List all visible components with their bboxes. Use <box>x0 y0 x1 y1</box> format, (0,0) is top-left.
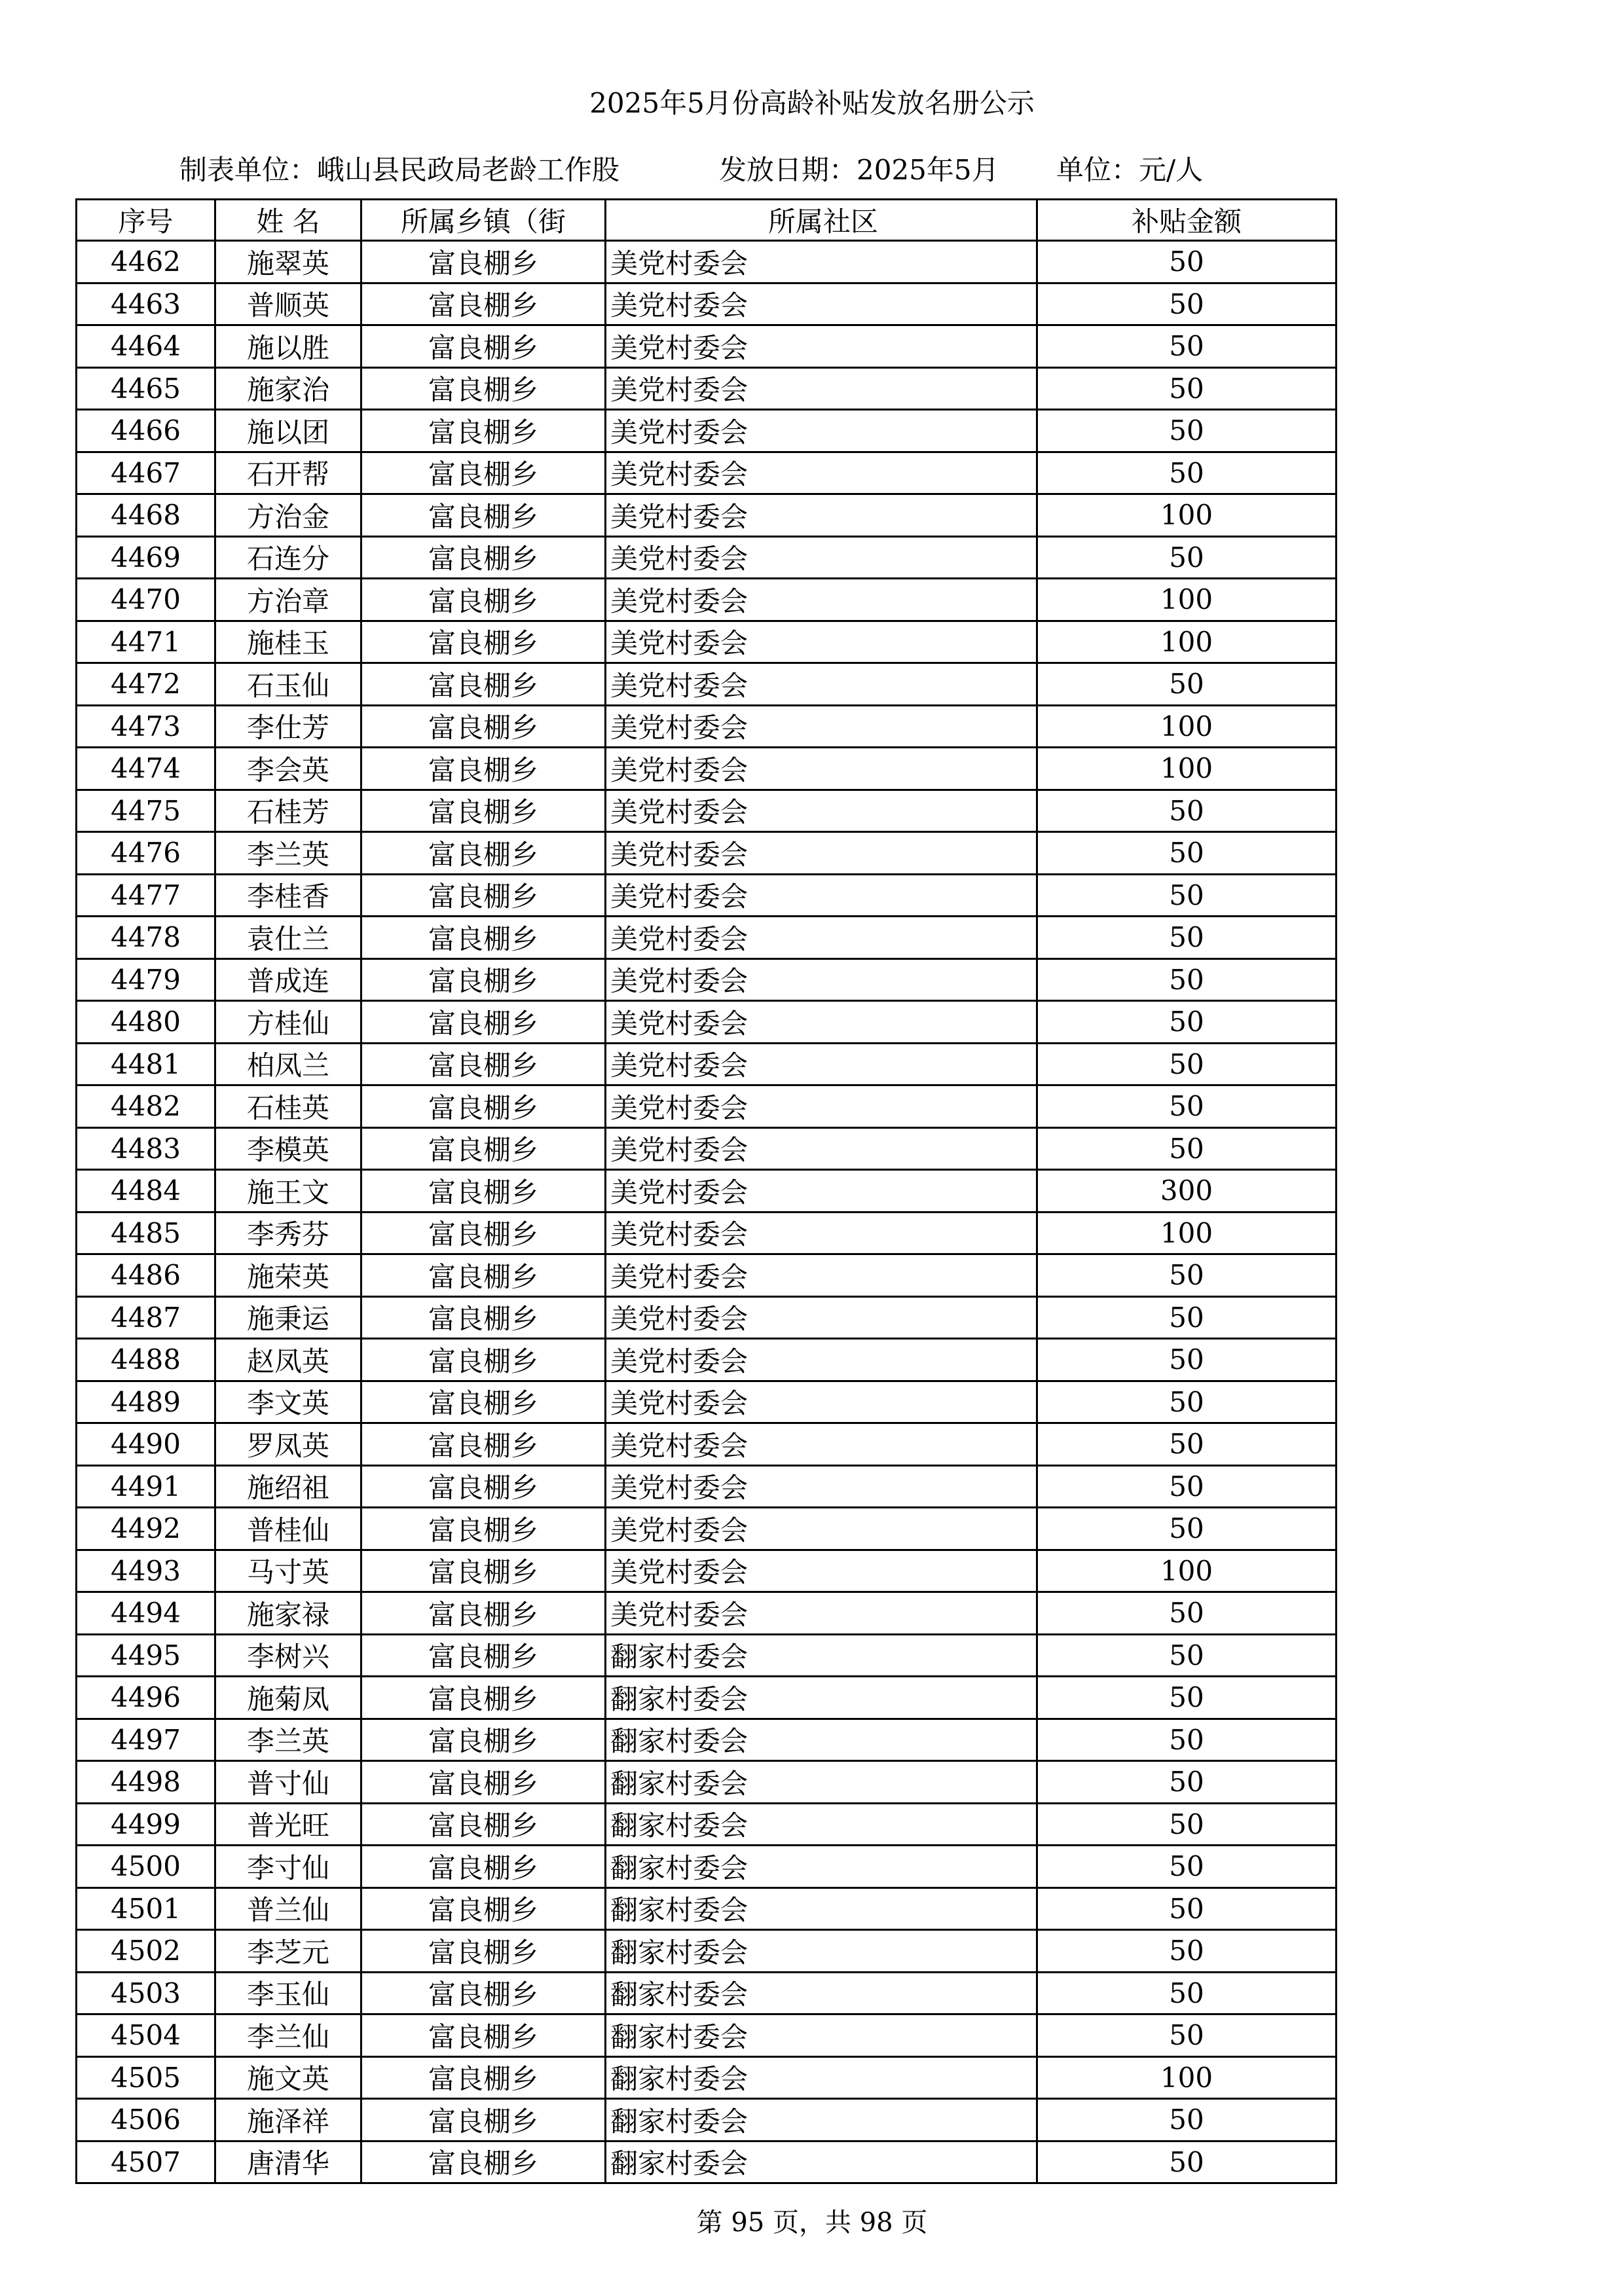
cell-township: 富良棚乡 <box>361 1719 606 1761</box>
cell-name: 石开帮 <box>215 452 361 494</box>
cell-township: 富良棚乡 <box>361 579 606 621</box>
cell-township: 富良棚乡 <box>361 1846 606 1888</box>
page-footer: 第 95 页，共 98 页 <box>696 2208 928 2238</box>
cell-township: 富良棚乡 <box>361 705 606 748</box>
issue-date: 发放日期：2025年5月 <box>719 154 999 186</box>
cell-township: 富良棚乡 <box>361 874 606 917</box>
table-row <box>77 1170 1337 1212</box>
cell-amount: 50 <box>1037 1592 1337 1635</box>
table-row <box>77 1381 1337 1423</box>
table-row <box>77 1719 1337 1761</box>
cell-serial: 4505 <box>77 2056 215 2099</box>
cell-name: 普兰仙 <box>215 1887 361 1930</box>
cell-township: 富良棚乡 <box>361 1677 606 1719</box>
cell-name: 柏凤兰 <box>215 1043 361 1085</box>
cell-serial: 4485 <box>77 1212 215 1254</box>
table-row <box>77 874 1337 917</box>
cell-amount: 50 <box>1037 452 1337 494</box>
cell-name: 李秀芬 <box>215 1212 361 1254</box>
cell-township: 富良棚乡 <box>361 1761 606 1804</box>
cell-amount: 50 <box>1037 1085 1337 1128</box>
cell-community: 美党村委会 <box>606 494 1037 537</box>
cell-name: 施以胜 <box>215 325 361 368</box>
cell-name: 袁仕兰 <box>215 917 361 959</box>
cell-serial: 4501 <box>77 1887 215 1930</box>
table-row <box>77 367 1337 410</box>
cell-township: 富良棚乡 <box>361 1254 606 1297</box>
table-row <box>77 1508 1337 1550</box>
cell-serial: 4496 <box>77 1677 215 1719</box>
cell-community: 翻家村委会 <box>606 1803 1037 1846</box>
cell-amount: 50 <box>1037 2014 1337 2057</box>
cell-amount: 50 <box>1037 1930 1337 1973</box>
cell-name: 施文英 <box>215 2056 361 2099</box>
cell-serial: 4489 <box>77 1381 215 1423</box>
cell-amount: 50 <box>1037 1423 1337 1466</box>
cell-serial: 4473 <box>77 705 215 748</box>
cell-community: 翻家村委会 <box>606 1930 1037 1973</box>
cell-amount: 50 <box>1037 1127 1337 1170</box>
cell-amount: 100 <box>1037 1212 1337 1254</box>
cell-amount: 300 <box>1037 1170 1337 1212</box>
cell-community: 翻家村委会 <box>606 1761 1037 1804</box>
table-row <box>77 494 1337 537</box>
cell-community: 翻家村委会 <box>606 2014 1037 2057</box>
table-row <box>77 452 1337 494</box>
cell-township: 富良棚乡 <box>361 1634 606 1677</box>
table-row <box>77 1930 1337 1973</box>
cell-township: 富良棚乡 <box>361 1296 606 1339</box>
cell-community: 美党村委会 <box>606 1550 1037 1592</box>
cell-community: 美党村委会 <box>606 1465 1037 1508</box>
cell-name: 李兰英 <box>215 1719 361 1761</box>
cell-serial: 4502 <box>77 1930 215 1973</box>
cell-name: 方治章 <box>215 579 361 621</box>
table-row <box>77 1846 1337 1888</box>
cell-community: 美党村委会 <box>606 832 1037 875</box>
table-row <box>77 1423 1337 1466</box>
table-row <box>77 283 1337 325</box>
cell-township: 富良棚乡 <box>361 1803 606 1846</box>
cell-township: 富良棚乡 <box>361 663 606 706</box>
column-header-name: 姓 名 <box>215 200 361 241</box>
cell-community: 美党村委会 <box>606 1508 1037 1550</box>
cell-township: 富良棚乡 <box>361 1508 606 1550</box>
document-title: 2025年5月份高龄补贴发放名册公示 <box>589 87 1035 119</box>
cell-community: 美党村委会 <box>606 621 1037 663</box>
cell-amount: 50 <box>1037 832 1337 875</box>
cell-community: 翻家村委会 <box>606 2141 1037 2183</box>
cell-amount: 50 <box>1037 1381 1337 1423</box>
table-row <box>77 1296 1337 1339</box>
cell-township: 富良棚乡 <box>361 1465 606 1508</box>
cell-name: 李芝元 <box>215 1930 361 1973</box>
cell-amount: 100 <box>1037 2056 1337 2099</box>
cell-amount: 50 <box>1037 410 1337 452</box>
cell-amount: 50 <box>1037 241 1337 283</box>
amount-unit: 单位：元/人 <box>1056 154 1204 186</box>
cell-name: 李会英 <box>215 748 361 790</box>
cell-township: 富良棚乡 <box>361 1550 606 1592</box>
cell-community: 美党村委会 <box>606 1592 1037 1635</box>
column-header-township: 所属乡镇（街 <box>361 200 606 241</box>
cell-community: 美党村委会 <box>606 241 1037 283</box>
cell-amount: 50 <box>1037 325 1337 368</box>
cell-amount: 50 <box>1037 1761 1337 1804</box>
cell-community: 美党村委会 <box>606 1339 1037 1381</box>
cell-serial: 4487 <box>77 1296 215 1339</box>
cell-township: 富良棚乡 <box>361 325 606 368</box>
cell-amount: 50 <box>1037 2099 1337 2141</box>
cell-serial: 4470 <box>77 579 215 621</box>
cell-serial: 4477 <box>77 874 215 917</box>
table-row <box>77 1592 1337 1635</box>
cell-community: 美党村委会 <box>606 1043 1037 1085</box>
cell-township: 富良棚乡 <box>361 621 606 663</box>
cell-name: 施菊凤 <box>215 1677 361 1719</box>
cell-name: 施桂玉 <box>215 621 361 663</box>
table-row <box>77 1085 1337 1128</box>
cell-community: 翻家村委会 <box>606 1846 1037 1888</box>
cell-serial: 4484 <box>77 1170 215 1212</box>
cell-community: 翻家村委会 <box>606 2099 1037 2141</box>
table-body <box>77 241 1337 2183</box>
cell-community: 翻家村委会 <box>606 1887 1037 1930</box>
cell-community: 美党村委会 <box>606 1001 1037 1044</box>
cell-serial: 4466 <box>77 410 215 452</box>
cell-amount: 50 <box>1037 1887 1337 1930</box>
cell-serial: 4474 <box>77 748 215 790</box>
cell-township: 富良棚乡 <box>361 1423 606 1466</box>
cell-amount: 50 <box>1037 1972 1337 2014</box>
cell-community: 美党村委会 <box>606 1127 1037 1170</box>
table-row <box>77 410 1337 452</box>
cell-serial: 4488 <box>77 1339 215 1381</box>
cell-amount: 50 <box>1037 1296 1337 1339</box>
cell-name: 施王文 <box>215 1170 361 1212</box>
cell-name: 赵凤英 <box>215 1339 361 1381</box>
cell-name: 李树兴 <box>215 1634 361 1677</box>
cell-name: 李寸仙 <box>215 1846 361 1888</box>
table-row <box>77 2099 1337 2141</box>
cell-name: 普桂仙 <box>215 1508 361 1550</box>
cell-community: 美党村委会 <box>606 705 1037 748</box>
cell-name: 李兰英 <box>215 832 361 875</box>
cell-amount: 50 <box>1037 1001 1337 1044</box>
cell-amount: 50 <box>1037 1719 1337 1761</box>
cell-community: 美党村委会 <box>606 874 1037 917</box>
cell-community: 美党村委会 <box>606 1423 1037 1466</box>
table-row <box>77 1634 1337 1677</box>
cell-community: 美党村委会 <box>606 663 1037 706</box>
cell-name: 李兰仙 <box>215 2014 361 2057</box>
cell-serial: 4493 <box>77 1550 215 1592</box>
cell-community: 美党村委会 <box>606 748 1037 790</box>
cell-township: 富良棚乡 <box>361 958 606 1001</box>
cell-community: 翻家村委会 <box>606 1677 1037 1719</box>
cell-serial: 4498 <box>77 1761 215 1804</box>
cell-serial: 4482 <box>77 1085 215 1128</box>
table-row <box>77 2141 1337 2183</box>
cell-name: 罗凤英 <box>215 1423 361 1466</box>
cell-serial: 4500 <box>77 1846 215 1888</box>
cell-community: 美党村委会 <box>606 917 1037 959</box>
cell-name: 普顺英 <box>215 283 361 325</box>
cell-township: 富良棚乡 <box>361 1127 606 1170</box>
table-row <box>77 917 1337 959</box>
cell-amount: 50 <box>1037 663 1337 706</box>
table-row <box>77 536 1337 579</box>
cell-amount: 100 <box>1037 579 1337 621</box>
cell-township: 富良棚乡 <box>361 241 606 283</box>
cell-township: 富良棚乡 <box>361 1339 606 1381</box>
table-row <box>77 748 1337 790</box>
cell-township: 富良棚乡 <box>361 790 606 832</box>
cell-township: 富良棚乡 <box>361 1170 606 1212</box>
table-row <box>77 579 1337 621</box>
cell-township: 富良棚乡 <box>361 452 606 494</box>
cell-amount: 50 <box>1037 958 1337 1001</box>
cell-serial: 4479 <box>77 958 215 1001</box>
cell-name: 马寸英 <box>215 1550 361 1592</box>
cell-serial: 4483 <box>77 1127 215 1170</box>
cell-serial: 4471 <box>77 621 215 663</box>
cell-name: 李桂香 <box>215 874 361 917</box>
cell-serial: 4503 <box>77 1972 215 2014</box>
cell-township: 富良棚乡 <box>361 1930 606 1973</box>
cell-amount: 50 <box>1037 1043 1337 1085</box>
cell-township: 富良棚乡 <box>361 917 606 959</box>
cell-amount: 100 <box>1037 621 1337 663</box>
cell-township: 富良棚乡 <box>361 1043 606 1085</box>
cell-amount: 50 <box>1037 790 1337 832</box>
cell-name: 李模英 <box>215 1127 361 1170</box>
cell-serial: 4494 <box>77 1592 215 1635</box>
cell-name: 方桂仙 <box>215 1001 361 1044</box>
column-header-serial: 序号 <box>77 200 215 241</box>
cell-township: 富良棚乡 <box>361 1212 606 1254</box>
cell-name: 施家治 <box>215 367 361 410</box>
cell-amount: 50 <box>1037 874 1337 917</box>
cell-township: 富良棚乡 <box>361 2056 606 2099</box>
table-row <box>77 705 1337 748</box>
cell-township: 富良棚乡 <box>361 832 606 875</box>
cell-township: 富良棚乡 <box>361 1001 606 1044</box>
cell-township: 富良棚乡 <box>361 283 606 325</box>
cell-serial: 4499 <box>77 1803 215 1846</box>
cell-township: 富良棚乡 <box>361 536 606 579</box>
cell-name: 普寸仙 <box>215 1761 361 1804</box>
table-row <box>77 1465 1337 1508</box>
cell-name: 施秉运 <box>215 1296 361 1339</box>
cell-community: 美党村委会 <box>606 958 1037 1001</box>
table-row <box>77 1761 1337 1804</box>
cell-name: 石玉仙 <box>215 663 361 706</box>
table-row <box>77 2014 1337 2057</box>
table-row <box>77 1127 1337 1170</box>
cell-township: 富良棚乡 <box>361 2014 606 2057</box>
cell-name: 施翠英 <box>215 241 361 283</box>
cell-township: 富良棚乡 <box>361 367 606 410</box>
cell-name: 施家禄 <box>215 1592 361 1635</box>
cell-community: 美党村委会 <box>606 536 1037 579</box>
cell-amount: 50 <box>1037 917 1337 959</box>
table-row <box>77 1043 1337 1085</box>
column-header-amount: 补贴金额 <box>1037 200 1337 241</box>
cell-name: 石桂英 <box>215 1085 361 1128</box>
cell-community: 美党村委会 <box>606 325 1037 368</box>
cell-serial: 4468 <box>77 494 215 537</box>
cell-community: 美党村委会 <box>606 1254 1037 1297</box>
cell-community: 美党村委会 <box>606 579 1037 621</box>
cell-amount: 100 <box>1037 1550 1337 1592</box>
cell-name: 唐清华 <box>215 2141 361 2183</box>
cell-community: 美党村委会 <box>606 283 1037 325</box>
cell-amount: 100 <box>1037 748 1337 790</box>
cell-name: 施荣英 <box>215 1254 361 1297</box>
table-row <box>77 1803 1337 1846</box>
cell-serial: 4476 <box>77 832 215 875</box>
cell-amount: 50 <box>1037 283 1337 325</box>
cell-amount: 100 <box>1037 705 1337 748</box>
cell-serial: 4472 <box>77 663 215 706</box>
cell-amount: 50 <box>1037 1803 1337 1846</box>
cell-serial: 4480 <box>77 1001 215 1044</box>
cell-serial: 4481 <box>77 1043 215 1085</box>
table-row <box>77 241 1337 283</box>
cell-amount: 50 <box>1037 1677 1337 1719</box>
cell-serial: 4497 <box>77 1719 215 1761</box>
cell-serial: 4491 <box>77 1465 215 1508</box>
cell-community: 美党村委会 <box>606 367 1037 410</box>
cell-community: 美党村委会 <box>606 1170 1037 1212</box>
cell-serial: 4467 <box>77 452 215 494</box>
table-row <box>77 790 1337 832</box>
cell-serial: 4462 <box>77 241 215 283</box>
table-row <box>77 621 1337 663</box>
cell-name: 石连分 <box>215 536 361 579</box>
table-row <box>77 1887 1337 1930</box>
cell-community: 美党村委会 <box>606 1212 1037 1254</box>
table-row <box>77 1254 1337 1297</box>
cell-community: 美党村委会 <box>606 410 1037 452</box>
cell-community: 翻家村委会 <box>606 1634 1037 1677</box>
table-row <box>77 1001 1337 1044</box>
cell-name: 李玉仙 <box>215 1972 361 2014</box>
table-header-row <box>77 200 1337 241</box>
cell-township: 富良棚乡 <box>361 2141 606 2183</box>
cell-serial: 4495 <box>77 1634 215 1677</box>
cell-amount: 50 <box>1037 2141 1337 2183</box>
cell-community: 美党村委会 <box>606 1296 1037 1339</box>
cell-amount: 50 <box>1037 536 1337 579</box>
cell-serial: 4469 <box>77 536 215 579</box>
cell-community: 美党村委会 <box>606 452 1037 494</box>
cell-amount: 50 <box>1037 1465 1337 1508</box>
table-row <box>77 1677 1337 1719</box>
cell-township: 富良棚乡 <box>361 1085 606 1128</box>
cell-community: 美党村委会 <box>606 1085 1037 1128</box>
table-row <box>77 1339 1337 1381</box>
cell-name: 普成连 <box>215 958 361 1001</box>
cell-amount: 50 <box>1037 1254 1337 1297</box>
table-row <box>77 1550 1337 1592</box>
cell-name: 石桂芳 <box>215 790 361 832</box>
cell-name: 施以团 <box>215 410 361 452</box>
cell-serial: 4464 <box>77 325 215 368</box>
cell-serial: 4490 <box>77 1423 215 1466</box>
cell-name: 施绍祖 <box>215 1465 361 1508</box>
cell-serial: 4465 <box>77 367 215 410</box>
table-row <box>77 2056 1337 2099</box>
cell-name: 方治金 <box>215 494 361 537</box>
cell-township: 富良棚乡 <box>361 1887 606 1930</box>
subsidy-table <box>75 198 1337 2184</box>
cell-serial: 4506 <box>77 2099 215 2141</box>
cell-township: 富良棚乡 <box>361 410 606 452</box>
cell-township: 富良棚乡 <box>361 1972 606 2014</box>
cell-name: 普光旺 <box>215 1803 361 1846</box>
cell-amount: 50 <box>1037 1339 1337 1381</box>
cell-community: 美党村委会 <box>606 1381 1037 1423</box>
cell-name: 施泽祥 <box>215 2099 361 2141</box>
cell-community: 翻家村委会 <box>606 2056 1037 2099</box>
cell-community: 翻家村委会 <box>606 1972 1037 2014</box>
cell-amount: 100 <box>1037 494 1337 537</box>
cell-community: 美党村委会 <box>606 790 1037 832</box>
cell-township: 富良棚乡 <box>361 1592 606 1635</box>
cell-serial: 4475 <box>77 790 215 832</box>
cell-amount: 50 <box>1037 1846 1337 1888</box>
cell-township: 富良棚乡 <box>361 748 606 790</box>
cell-serial: 4492 <box>77 1508 215 1550</box>
issuing-unit: 制表单位：峨山县民政局老龄工作股 <box>179 154 620 186</box>
cell-name: 李文英 <box>215 1381 361 1423</box>
cell-community: 翻家村委会 <box>606 1719 1037 1761</box>
cell-township: 富良棚乡 <box>361 494 606 537</box>
cell-serial: 4463 <box>77 283 215 325</box>
cell-serial: 4504 <box>77 2014 215 2057</box>
cell-name: 李仕芳 <box>215 705 361 748</box>
cell-serial: 4478 <box>77 917 215 959</box>
table-row <box>77 958 1337 1001</box>
cell-amount: 50 <box>1037 367 1337 410</box>
cell-serial: 4486 <box>77 1254 215 1297</box>
column-header-community: 所属社区 <box>606 200 1037 241</box>
table-row <box>77 1212 1337 1254</box>
table-row <box>77 663 1337 706</box>
table-row <box>77 1972 1337 2014</box>
table-row <box>77 325 1337 368</box>
cell-amount: 50 <box>1037 1634 1337 1677</box>
cell-township: 富良棚乡 <box>361 2099 606 2141</box>
table-row <box>77 832 1337 875</box>
cell-amount: 50 <box>1037 1508 1337 1550</box>
cell-serial: 4507 <box>77 2141 215 2183</box>
cell-township: 富良棚乡 <box>361 1381 606 1423</box>
